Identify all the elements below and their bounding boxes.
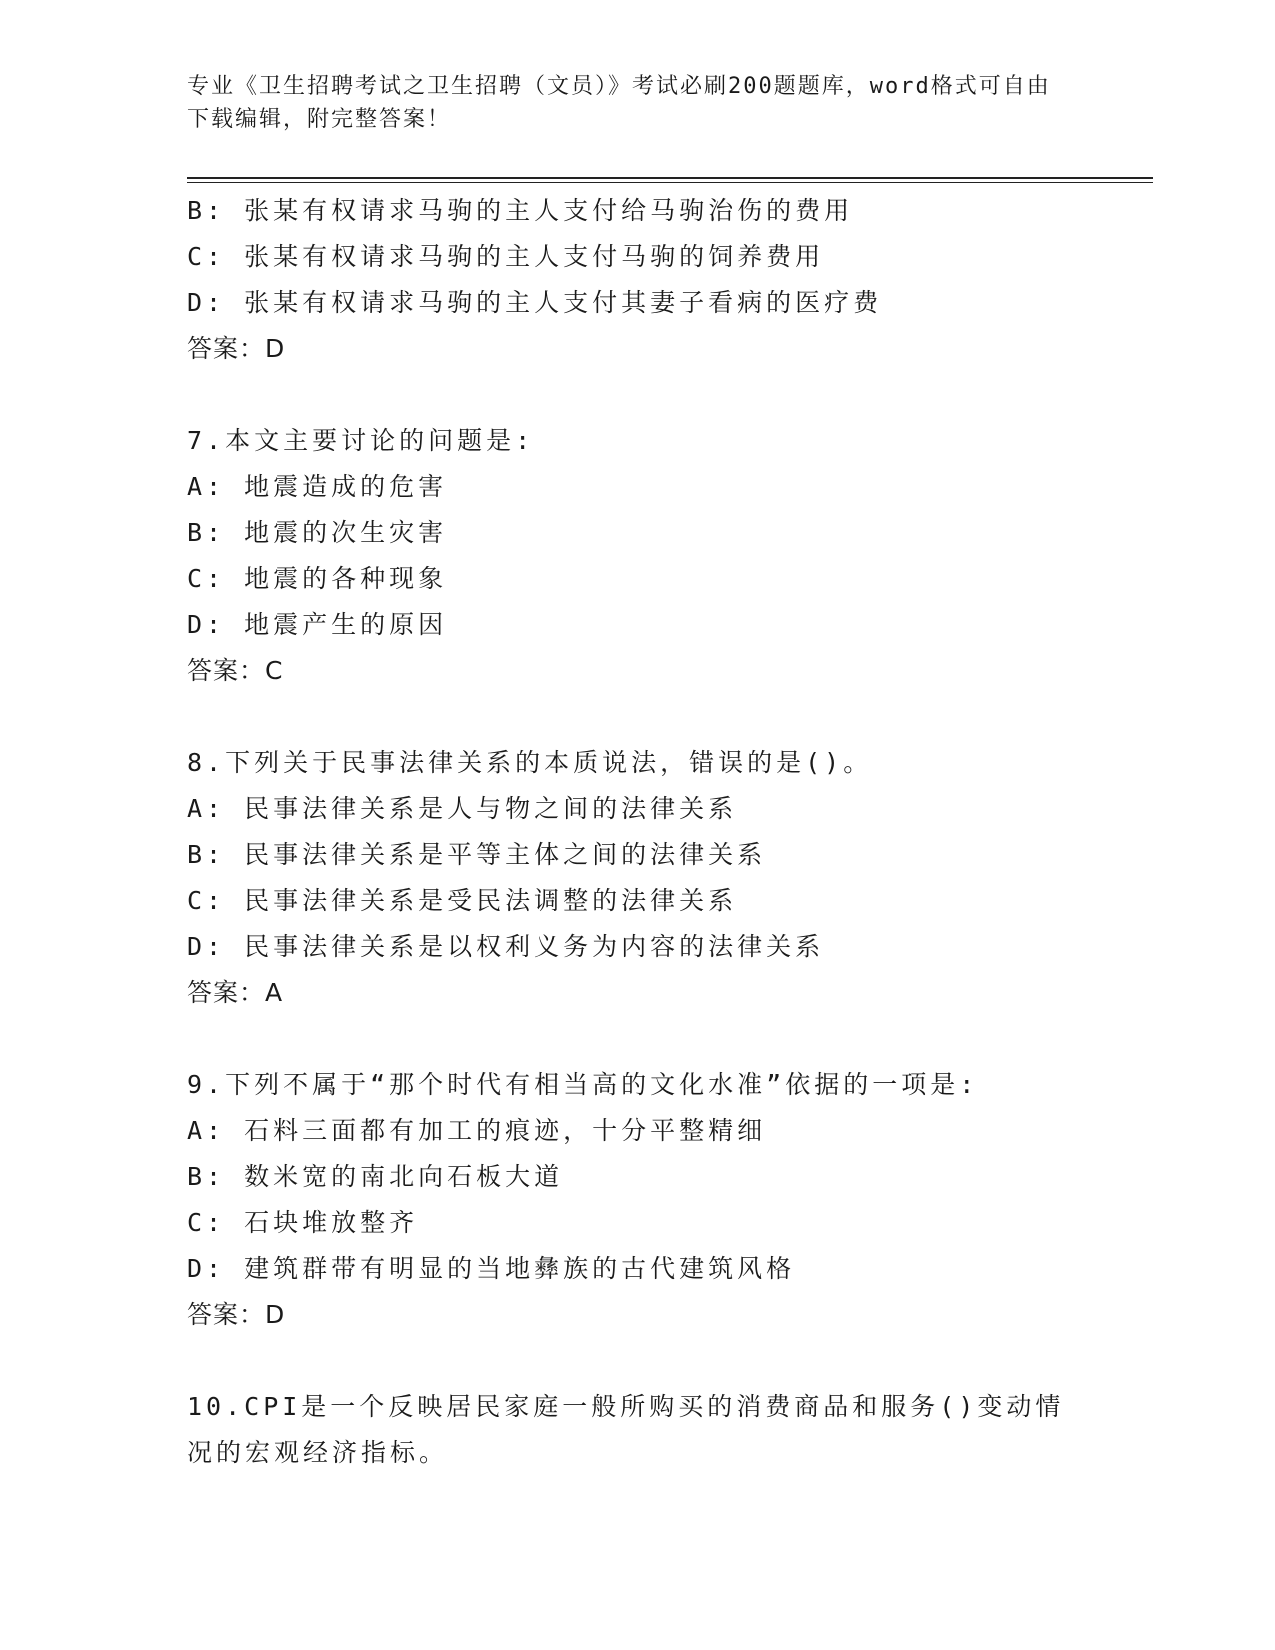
- document-body: [187, 188, 1067, 1476]
- question-8: [187, 740, 1067, 1016]
- option-d: D: 地震产生的原因: [187, 610, 448, 639]
- question-9: [187, 1062, 1067, 1338]
- answer-line: 答案：C: [187, 656, 284, 685]
- spacer: [187, 372, 1067, 418]
- question-title: 9.下列不属于“那个时代有相当高的文化水准”依据的一项是:: [187, 1070, 979, 1099]
- option-b: B: 张某有权请求马驹的主人支付给马驹治伤的费用: [187, 196, 854, 225]
- option-c: C: 张某有权请求马驹的主人支付马驹的饲养费用: [187, 242, 825, 271]
- option-b: B: 数米宽的南北向石板大道: [187, 1162, 564, 1191]
- option-a: A: 地震造成的危害: [187, 472, 448, 501]
- header-divider-thin: [187, 182, 1153, 183]
- answer-line: 答案：D: [187, 1300, 286, 1329]
- option-c: C: 石块堆放整齐: [187, 1208, 419, 1237]
- header-divider: [187, 177, 1153, 179]
- option-c: C: 民事法律关系是受民法调整的法律关系: [187, 886, 738, 915]
- spacer: [187, 1016, 1067, 1062]
- question-title: 7.本文主要讨论的问题是:: [187, 426, 535, 455]
- option-c: C: 地震的各种现象: [187, 564, 448, 593]
- option-d: D: 建筑群带有明显的当地彝族的古代建筑风格: [187, 1254, 796, 1283]
- spacer: [187, 694, 1067, 740]
- question-title: 10.CPI是一个反映居民家庭一般所购买的消费商品和服务()变动情况的宏观经济指标。: [187, 1392, 1065, 1467]
- spacer: [187, 1338, 1067, 1384]
- question-title: 8.下列关于民事法律关系的本质说法，错误的是()。: [187, 748, 873, 777]
- option-b: B: 地震的次生灾害: [187, 518, 448, 547]
- option-a: A: 石料三面都有加工的痕迹，十分平整精细: [187, 1116, 767, 1145]
- answer-line: 答案：D: [187, 334, 286, 363]
- document-header: 专业《卫生招聘考试之卫生招聘（文员）》考试必刷200题题库，word格式可自由下载编辑，附完整答案！: [187, 74, 1051, 132]
- option-b: B: 民事法律关系是平等主体之间的法律关系: [187, 840, 767, 869]
- option-a: A: 民事法律关系是人与物之间的法律关系: [187, 794, 738, 823]
- option-d: D: 民事法律关系是以权利义务为内容的法律关系: [187, 932, 825, 961]
- question-7: [187, 418, 1067, 694]
- question-10: [187, 1384, 1067, 1476]
- answer-line: 答案：A: [187, 978, 284, 1007]
- option-d: D: 张某有权请求马驹的主人支付其妻子看病的医疗费: [187, 288, 883, 317]
- question-fragment: [187, 188, 1067, 372]
